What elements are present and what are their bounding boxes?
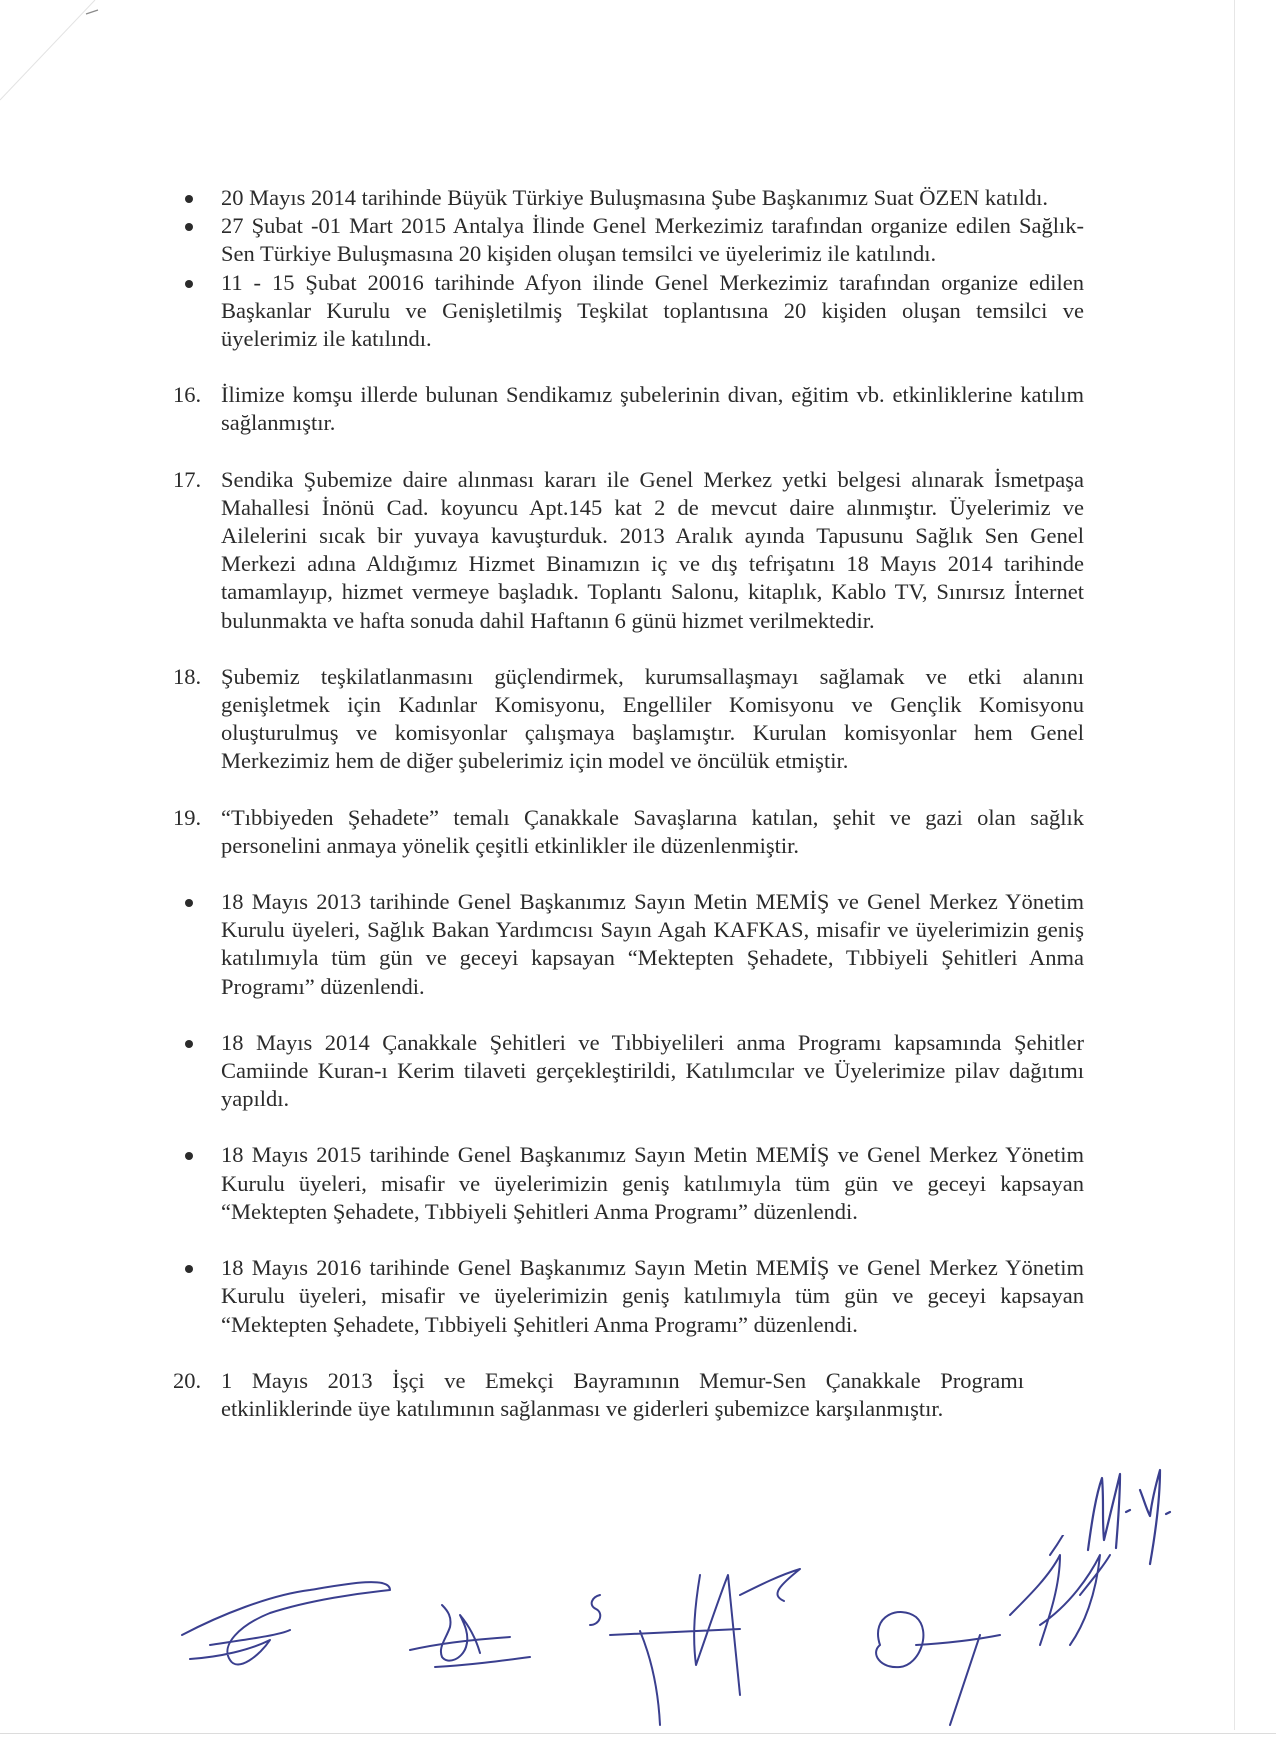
bullet-text: 18 Mayıs 2013 tarihinde Genel Başkanımız Sayın Metin MEMİŞ ve Genel Merkez Yönetim Kurulu üyeleri, Sağlık Bakan Yardımcısı Sayın Agah KAFKAS, misafir ve üyelerimizin geniş katılımıyla tüm gün ve geceyi kapsayan “Mektepten Şehadete, Tıbbiyeli Şehitleri Anma Programı” düzenlendi. (221, 889, 1084, 999)
bullet-dot (185, 280, 193, 288)
signature-3 (590, 1569, 800, 1725)
item-text: 1 Mayıs 2013 İşçi ve Emekçi Bayramının Memur-Sen Çanakkale Programı etkinliklerinde üye katılımının sağlanması ve giderleri şubemizce karşılanmıştır. (221, 1367, 1024, 1421)
item-text: “Tıbbiyeden Şehadete” temalı Çanakkale Savaşlarına katılan, şehit ve gazi olan sağlık personelini anmaya yönelik çeşitli etkinlikler ile düzenlenmiştir. (221, 804, 1084, 858)
bullet-item (178, 1029, 1084, 1114)
item-text: İlimize komşu illerde bulunan Sendikamız şubelerinin divan, eğitim vb. etkinliklerine katılım sağlanmıştır. (221, 382, 1084, 436)
bullet-text: 18 Mayıs 2014 Çanakkale Şehitleri ve Tıbbiyelileri anma Programı kapsamında Şehitler Camiinde Kuran-ı Kerim tilaveti gerçekleştirildi, Katılımcılar ve Üyelerimize pilav dağıtımı yapıldı. (221, 1029, 1084, 1112)
bullet-item (178, 888, 1084, 1001)
item-text: Sendika Şubemize daire alınması kararı ile Genel Merkez yetki belgesi alınarak İsmetpaşa Mahallesi İnönü Cad. koyuncu Apt.145 kat 2 de mevcut daire alınmıştır. Üyelerimiz ve Ailelerini sıcak bir yuvaya kavuşturduk. 2013 Aralık ayında Tapusunu Sağlık Sen Genel Merkezi adına Aldığımız Hizmet Binamızın iç ve dış tefrişatını 18 Mayıs 2014 tarihinde tamamlayıp, hizmet vermeye başladık. Toplantı Salonu, kitaplık, Kablo TV, Sınırsız İnternet bulunmakta ve hafta sonuda dahil Haftanın 6 günü hizmet verilmektedir. (221, 466, 1084, 633)
signature-1 (182, 1582, 390, 1664)
numbered-item (173, 663, 1084, 776)
bullet-item (178, 1141, 1084, 1226)
bullet-dot (185, 1040, 193, 1048)
bullet-item (178, 212, 1084, 268)
bullet-text: 11 - 15 Şubat 20016 tarihinde Afyon ilinde Genel Merkezimiz tarafından organize edilen Başkanlar Kurulu ve Genişletilmiş Teşkilat toplantısına 20 kişiden oluşan temsilci ve üyelerimiz ile katılındı. (221, 269, 1084, 352)
bullet-dot (185, 1152, 193, 1160)
item-number: 18. (173, 663, 202, 689)
bullet-dot (185, 1265, 193, 1273)
bullet-item (178, 269, 1084, 354)
bullet-text: 20 Mayıs 2014 tarihinde Büyük Türkiye Buluşmasına Şube Başkanımız Suat ÖZEN katıldı. (221, 185, 1048, 210)
document-body (173, 184, 1084, 1423)
item-number: 16. (173, 382, 202, 408)
fold-mark (0, 0, 110, 110)
signature-2 (410, 1605, 530, 1667)
bullet-text: 18 Mayıs 2015 tarihinde Genel Başkanımız Sayın Metin MEMİŞ ve Genel Merkez Yönetim Kurulu üyeleri, misafir ve üyelerimizin geniş katılımıyla tüm gün ve geceyi kapsayan “Mektepten Şehadete, Tıbbiyeli Şehitleri Anma Programı” düzenlendi. (221, 1142, 1084, 1224)
bullet-text: 27 Şubat -01 Mart 2015 Antalya İlinde Genel Merkezimiz tarafından organize edilen Sağlık-Sen Türkiye Buluşmasına 20 kişiden oluşan temsilci ve üyelerimiz ile katılındı. (221, 213, 1084, 267)
page-edge (1234, 0, 1235, 1730)
numbered-item (173, 1367, 1084, 1423)
bullet-dot (185, 223, 193, 231)
bullet-dot (185, 899, 193, 907)
bullet-item (178, 1254, 1084, 1339)
signatures (180, 1535, 1260, 1735)
bullet-dot (185, 195, 193, 203)
item-number: 19. (173, 804, 202, 830)
item-text: Şubemiz teşkilatlanmasını güçlendirmek, kurumsallaşmayı sağlamak ve etki alanını genişletmek için Kadınlar Komisyonu, Engelliler Komisyonu ve Gençlik Komisyonu oluşturulmuş ve komisyonlar çalışmaya başlamıştır. Kurulan komisyonlar hem Genel Merkezimiz hem de diğer şubelerimiz için model ve öncülük etmiştir. (221, 663, 1084, 774)
numbered-item (173, 466, 1084, 635)
bullet-text: 18 Mayıs 2016 tarihinde Genel Başkanımız Sayın Metin MEMİŞ ve Genel Merkez Yönetim Kurulu üyeleri, misafir ve üyelerimizin geniş katılımıyla tüm gün ve geceyi kapsayan “Mektepten Şehadete, Tıbbiyeli Şehitleri Anma Programı” düzenlendi. (221, 1255, 1084, 1337)
item-number: 17. (173, 466, 202, 492)
numbered-item (173, 381, 1084, 437)
signature-4 (876, 1612, 1000, 1667)
item-number: 20. (173, 1367, 202, 1393)
bullet-item (178, 184, 1084, 212)
numbered-item (173, 804, 1084, 860)
